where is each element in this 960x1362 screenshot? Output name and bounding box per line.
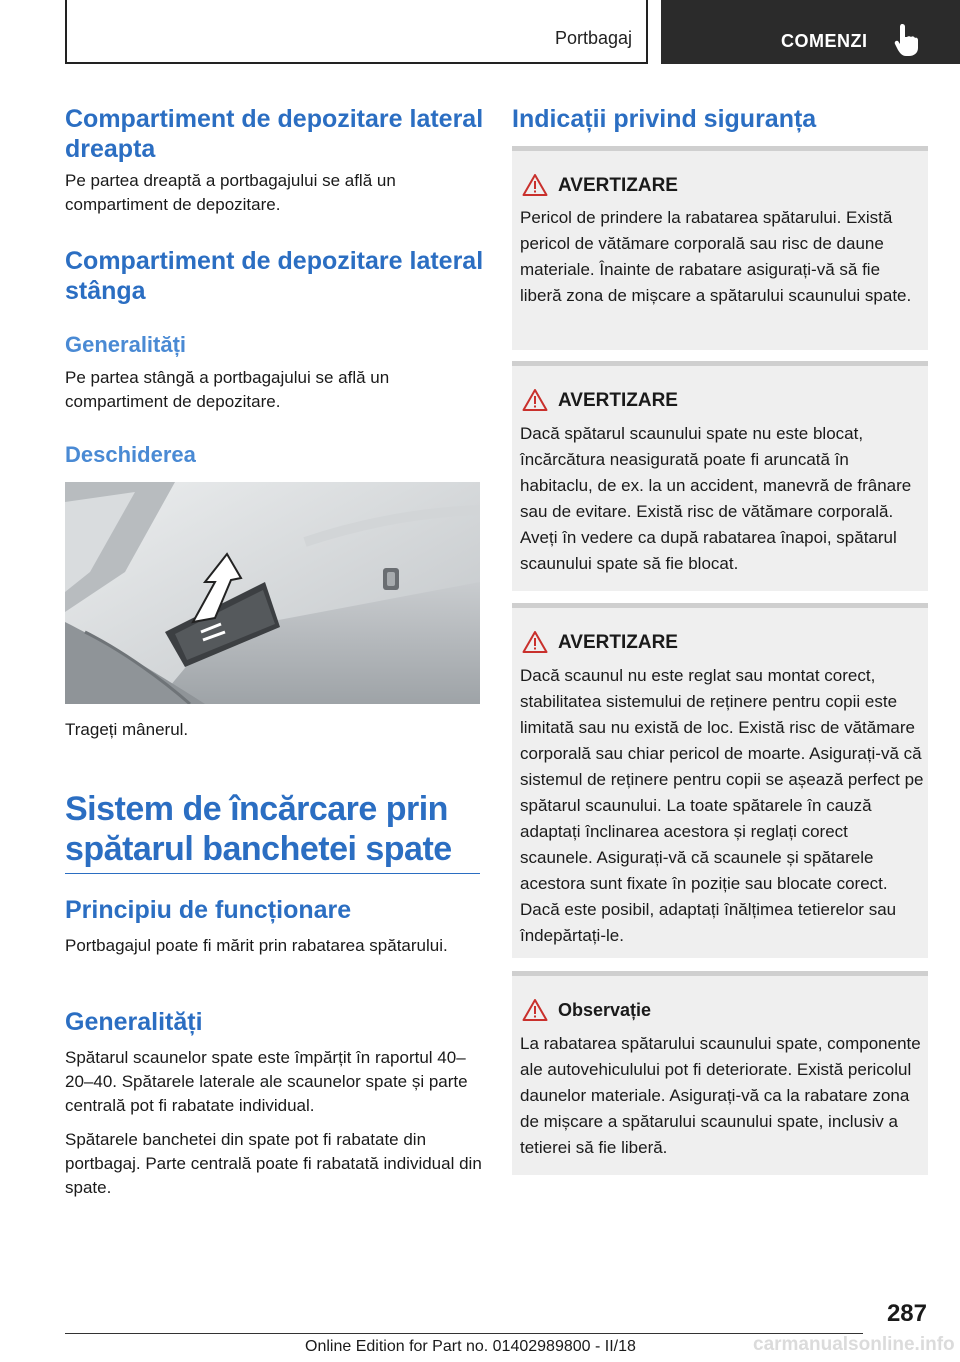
heading-opening: Deschiderea: [65, 442, 196, 467]
watermark: carmanualsonline.info: [753, 1334, 955, 1355]
warning-text: Dacă scaunul nu este reglat sau montat corect, stabilitatea sistemului de reținere pentru copii este limitată sau nu există de loc. Există risc de vătămare corporală sau chiar pericol de moarte. Asigurați-vă că sistemul de reținere pentru copii se așează perfect pe spătarul scaunului. La toate spătarele în cauză adaptați înclinarea acestora și reglați corect scaunele. Asigurați-vă că scaunele și spătarele acestora sunt fixate în poziție sau blocate corect. Dacă este posibil, adaptați înălțimea tetierelor sau îndepărtați-le.: [520, 666, 924, 945]
page-number: 287: [886, 1300, 927, 1327]
text-general-2b: Spătarele banchetei din spate pot fi rabatate din portbagaj. Parte centrală poate fi rabatată individual din spate.: [65, 1130, 482, 1197]
heading-loading-system: Sistem de încărcare prin spătarul banchetei spate: [65, 790, 452, 868]
section-divider: [65, 873, 480, 874]
warning-text: Dacă spătarul scaunului spate nu este blocat, încărcătura neasigurată poate fi aruncată în habitaclu, de ex. la un accident, manevră de frânare sau de evitare. Există risc de vătămare corporală. Aveți în vedere ca după rabatarea înapoi, spătarul scaunului spate să fie blocat.: [520, 424, 912, 573]
warning-box-3: [512, 603, 928, 958]
warning-title: AVERTIZARE: [558, 632, 678, 653]
warning-title: AVERTIZARE: [558, 175, 678, 196]
warning-triangle-icon: [522, 388, 548, 412]
edition-info: Online Edition for Part no. 01402989800 - II/18: [305, 1338, 636, 1355]
trunk-handle-image: [65, 482, 480, 704]
chapter-tab-label: COMENZI: [781, 31, 868, 51]
text-right-compartment: Pe partea dreaptă a portbagajului se află un compartiment de depozitare.: [65, 171, 396, 214]
heading-right-compartment: Compartiment de depozitare lateral dreapta: [65, 105, 484, 163]
caution-triangle-icon: [522, 998, 548, 1022]
heading-general-1: Generalități: [65, 332, 187, 357]
text-general-2a: Spătarul scaunelor spate este împărțit în raportul 40–20–40. Spătarele laterale ale scaunelor spate și parte centrală pot fi rabatate individual.: [65, 1048, 468, 1115]
figure-caption: Trageți mânerul.: [65, 720, 189, 739]
note-box: [512, 971, 928, 1175]
heading-general-2: Generalități: [65, 1008, 203, 1036]
trunk-compartment-illustration: [65, 482, 480, 704]
warning-triangle-icon: [522, 173, 548, 197]
note-title: Observație: [558, 1000, 652, 1020]
section-header-box: [65, 0, 648, 64]
note-text: La rabatarea spătarului scaunului spate, componente ale autovehiculului pot fi deteriorate. Există pericolul daunelor materiale. Asigurați-vă ca la rabatare zona de mișcare a spătarului scaunului spate, inclusiv a tetierei să fie liberă.: [520, 1034, 921, 1157]
chapter-tab: [661, 0, 960, 64]
heading-safety: Indicații privind siguranța: [512, 105, 817, 133]
heading-left-compartment: Compartiment de depozitare lateral stânga: [65, 247, 484, 305]
section-title: Portbagaj: [554, 28, 632, 48]
heading-principle: Principiu de funcționare: [65, 896, 352, 924]
warning-box-1: [512, 151, 928, 350]
page-header: [0, 0, 960, 66]
text-principle: Portbagajul poate fi mărit prin rabatarea spătarului.: [65, 936, 448, 955]
warning-title: AVERTIZARE: [558, 390, 678, 411]
text-general-1: Pe partea stângă a portbagajului se află un compartiment de depozitare.: [65, 368, 390, 411]
warning-triangle-icon: [522, 630, 548, 654]
hand-pointer-icon: [893, 22, 921, 58]
warning-text: Pericol de prindere la rabatarea spătarului. Există pericol de vătămare corporală sau risc de daune materiale. Înainte de rabatare asigurați-vă să fie liberă zona de mișcare a spătarului scaunului spate.: [520, 208, 912, 305]
warning-box-2: [512, 361, 928, 591]
footer-divider: [65, 1333, 863, 1334]
